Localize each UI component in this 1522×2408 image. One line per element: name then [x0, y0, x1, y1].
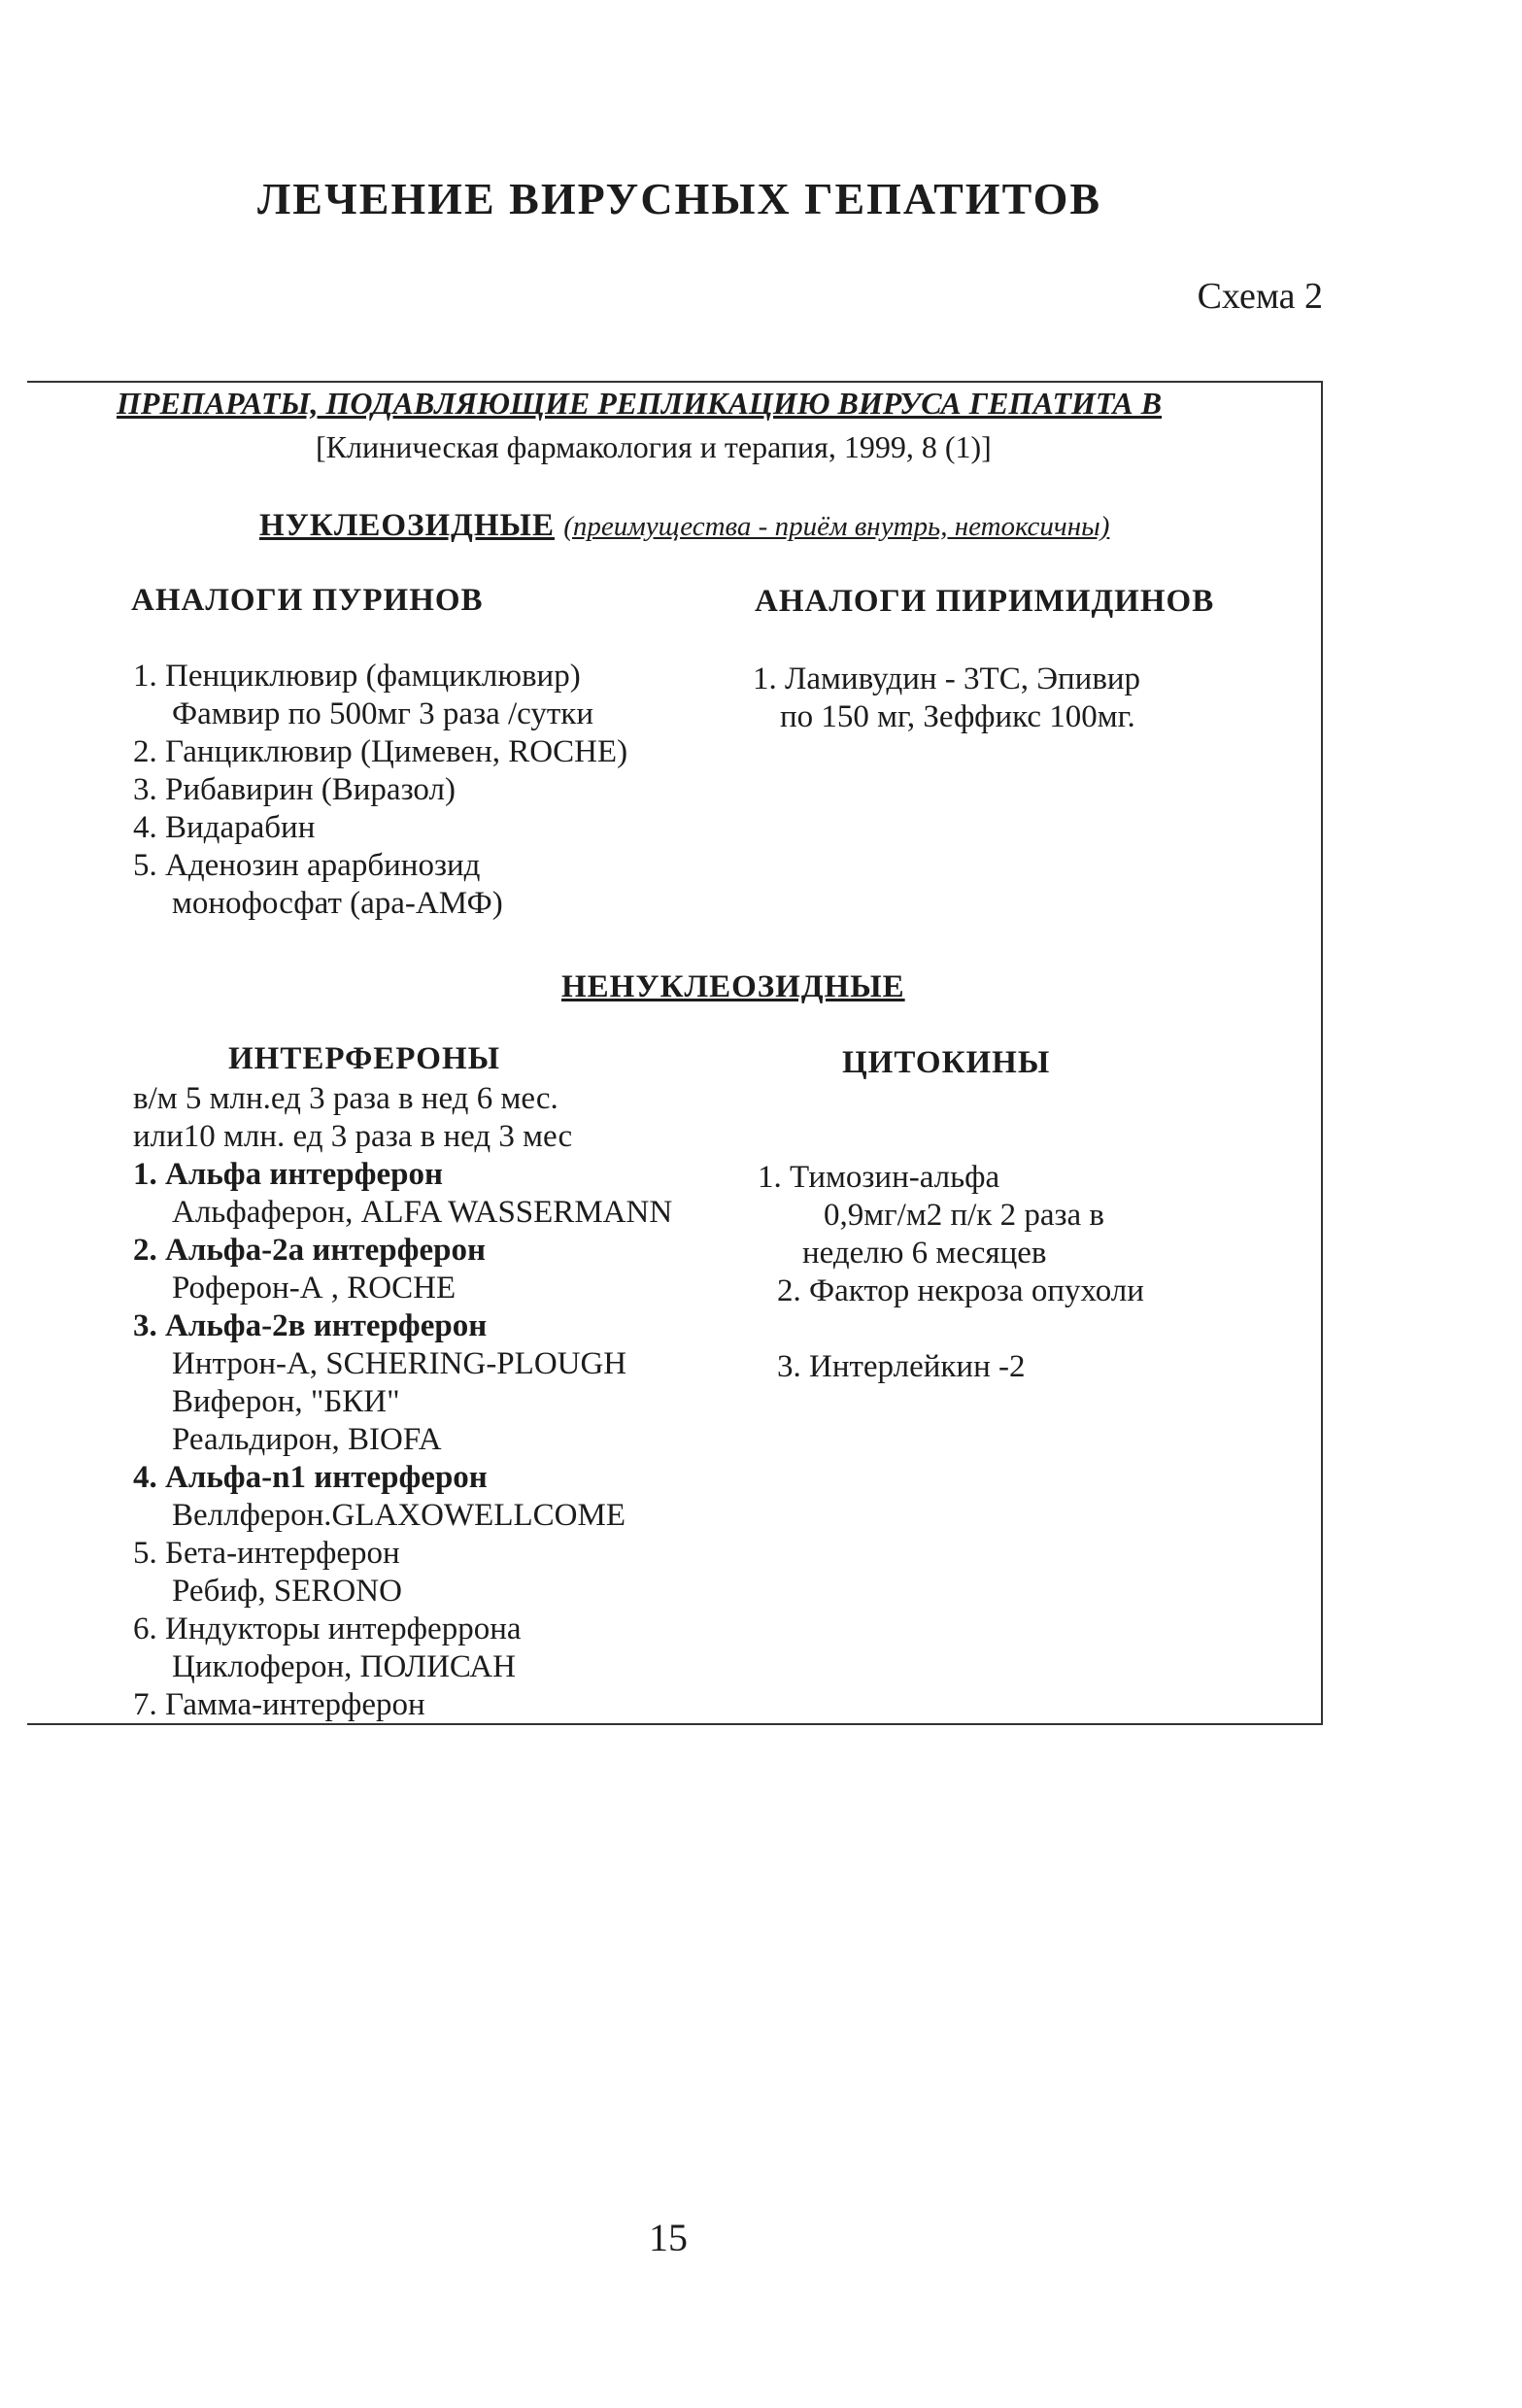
interferon-item-detail: Ребиф, SERONO: [172, 1574, 402, 1609]
interferon-dosage: в/м 5 млн.ед 3 раза в нед 6 мес.: [133, 1081, 558, 1116]
interferon-item: 6. Индукторы интерферрона: [133, 1611, 522, 1646]
cytokines-title: ЦИТОКИНЫ: [842, 1045, 1051, 1080]
nucleoside-note: (преимущества - приём внутрь, нетоксичны): [563, 511, 1110, 542]
cytokine-item-detail: неделю 6 месяцев: [802, 1236, 1047, 1271]
page-number: 15: [649, 2216, 688, 2259]
interferon-item: 2. Альфа-2а интерферон: [133, 1233, 486, 1268]
pyrimidine-title: АНАЛОГИ ПИРИМИДИНОВ: [755, 584, 1215, 619]
interferon-item-detail: Роферон-А , ROCHE: [172, 1271, 457, 1306]
purine-item: 4. Видарабин: [133, 810, 316, 845]
non-nucleoside-title: НЕНУКЛЕОЗИДНЫЕ: [561, 969, 905, 1004]
cytokine-item-detail: 0,9мг/м2 п/к 2 раза в: [824, 1198, 1104, 1233]
purine-item-detail: Фамвир по 500мг 3 раза /сутки: [172, 696, 593, 731]
interferons-title: ИНТЕРФЕРОНЫ: [228, 1041, 501, 1076]
interferon-item-detail: Виферон, "БКИ": [172, 1384, 400, 1419]
page-title: ЛЕЧЕНИЕ ВИРУСНЫХ ГЕПАТИТОВ: [257, 174, 1102, 223]
box-heading: ПРЕПАРАТЫ, ПОДАВЛЯЮЩИЕ РЕПЛИКАЦИЮ ВИРУСА ГЕПАТИТА В: [117, 386, 1163, 421]
pyrimidine-item: 1. Ламивудин - 3ТС, Эпивир: [753, 661, 1141, 696]
cytokine-item: 1. Тимозин-альфа: [758, 1160, 1000, 1195]
nucleoside-title: НУКЛЕОЗИДНЫЕ: [259, 508, 555, 543]
interferon-item-detail: Альфаферон, ALFA WASSERMANN: [172, 1195, 673, 1230]
interferon-item: 5. Бета-интерферон: [133, 1536, 400, 1571]
purine-item: 3. Рибавирин (Виразол): [133, 772, 456, 807]
purine-title: АНАЛОГИ ПУРИНОВ: [131, 583, 484, 618]
interferon-item: 7. Гамма-интерферон: [133, 1687, 425, 1722]
purine-item: 5. Аденозин арарбинозид: [133, 848, 481, 883]
nucleoside-heading: [259, 507, 1109, 546]
purine-item-detail: монофосфат (ара-АМФ): [172, 886, 503, 921]
purine-item: 2. Ганциклювир (Цимевен, ROCHE): [133, 734, 628, 769]
cytokine-item: 2. Фактор некроза опухоли: [777, 1273, 1144, 1308]
cytokine-item: 3. Интерлейкин -2: [777, 1349, 1026, 1384]
scheme-label: Схема 2: [1197, 276, 1323, 317]
interferon-item-detail: Циклоферон, ПОЛИСАН: [172, 1649, 516, 1684]
non-nucleoside-heading: [561, 968, 905, 1006]
interferon-item-detail: Реальдирон, BIOFA: [172, 1422, 442, 1457]
interferon-item-detail: Веллферон.GLAXOWELLCOME: [172, 1498, 626, 1533]
interferon-item: 1. Альфа интерферон: [133, 1157, 443, 1192]
interferon-item: 3. Альфа-2в интерферон: [133, 1308, 488, 1343]
interferon-dosage: или10 млн. ед 3 раза в нед 3 мес: [133, 1119, 573, 1154]
pyrimidine-item-detail: по 150 мг, Зеффикс 100мг.: [780, 699, 1135, 734]
interferon-item-detail: Интрон-А, SCHERING-PLOUGH: [172, 1346, 627, 1381]
interferon-item: 4. Альфа-n1 интерферон: [133, 1460, 488, 1495]
purine-item: 1. Пенциклювир (фамциклювир): [133, 659, 581, 694]
reference: [Клиническая фармакология и терапия, 1999, 8 (1)]: [316, 429, 992, 464]
